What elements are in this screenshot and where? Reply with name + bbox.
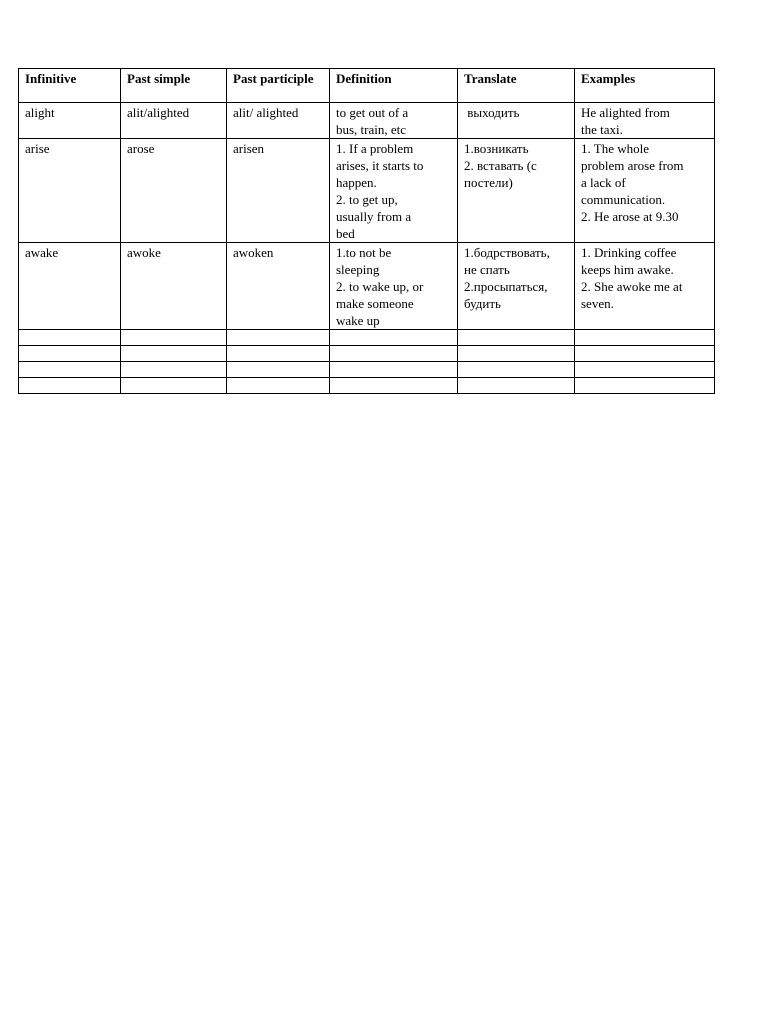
empty-cell (227, 362, 330, 378)
empty-cell (227, 346, 330, 362)
example-line: 1. Drinking coffee (581, 245, 677, 260)
header-definition: Definition (330, 69, 458, 103)
cell-examples (575, 103, 715, 139)
empty-cell (458, 378, 575, 394)
translate-line: выходить (464, 105, 520, 120)
cell-examples (575, 243, 715, 330)
empty-cell (330, 330, 458, 346)
cell-definition (330, 243, 458, 330)
empty-cell (575, 346, 715, 362)
translate-line: не спать (464, 262, 510, 277)
translate-line: 2. вставать (с (464, 158, 537, 173)
empty-cell (458, 362, 575, 378)
header-infinitive: Infinitive (19, 69, 121, 103)
empty-cell (227, 378, 330, 394)
cell-past-participle: arisen (227, 139, 330, 243)
definition-line: 1. If a problem (336, 141, 414, 156)
empty-cell (330, 346, 458, 362)
cell-past-participle: awoken (227, 243, 330, 330)
empty-cell (330, 378, 458, 394)
cell-past-simple: arose (121, 139, 227, 243)
example-line: 2. She awoke me at (581, 279, 683, 294)
empty-table-row (19, 330, 715, 346)
cell-definition (330, 103, 458, 139)
translate-line: 2.просыпаться, (464, 279, 548, 294)
cell-definition (330, 139, 458, 243)
definition-line: 2. to wake up, or (336, 279, 424, 294)
translate-line: 1.бодрствовать, (464, 245, 550, 260)
example-line: problem arose from (581, 158, 684, 173)
cell-translate (458, 103, 575, 139)
empty-cell (575, 378, 715, 394)
cell-translate (458, 243, 575, 330)
empty-cell (19, 362, 121, 378)
table-row (19, 139, 715, 243)
empty-cell (19, 378, 121, 394)
cell-examples (575, 139, 715, 243)
cell-infinitive: awake (19, 243, 121, 330)
example-line: the taxi. (581, 122, 623, 137)
cell-past-participle: alit/ alighted (227, 103, 330, 139)
cell-past-simple: alit/alighted (121, 103, 227, 139)
table-row (19, 243, 715, 330)
definition-line: sleeping (336, 262, 380, 277)
header-examples: Examples (575, 69, 715, 103)
empty-cell (121, 346, 227, 362)
example-line: 2. He arose at 9.30 (581, 209, 679, 224)
header-past-simple: Past simple (121, 69, 227, 103)
empty-cell (575, 362, 715, 378)
example-line: seven. (581, 296, 614, 311)
definition-line: arises, it starts to (336, 158, 424, 173)
empty-cell (575, 330, 715, 346)
example-line: 1. The whole (581, 141, 649, 156)
empty-cell (458, 330, 575, 346)
cell-translate (458, 139, 575, 243)
table-header-row (19, 69, 715, 103)
cell-infinitive: alight (19, 103, 121, 139)
empty-table-row (19, 378, 715, 394)
empty-table-row (19, 346, 715, 362)
definition-line: happen. (336, 175, 377, 190)
irregular-verbs-table (18, 68, 715, 394)
header-translate: Translate (458, 69, 575, 103)
empty-cell (458, 346, 575, 362)
definition-line: 1.to not be (336, 245, 392, 260)
example-line: a lack of (581, 175, 626, 190)
empty-cell (121, 330, 227, 346)
translate-line: 1.возникать (464, 141, 529, 156)
example-line: keeps him awake. (581, 262, 674, 277)
definition-line: wake up (336, 313, 380, 328)
translate-line: будить (464, 296, 501, 311)
empty-cell (19, 330, 121, 346)
example-line: communication. (581, 192, 666, 207)
table-row (19, 103, 715, 139)
definition-line: make someone (336, 296, 414, 311)
definition-line: bus, train, etc (336, 122, 407, 137)
empty-cell (330, 362, 458, 378)
empty-table-row (19, 362, 715, 378)
definition-line: bed (336, 226, 355, 241)
empty-cell (19, 346, 121, 362)
empty-cell (227, 330, 330, 346)
translate-line: постели) (464, 175, 513, 190)
cell-infinitive: arise (19, 139, 121, 243)
definition-line: usually from a (336, 209, 412, 224)
empty-cell (121, 378, 227, 394)
example-line: He alighted from (581, 105, 670, 120)
definition-line: to get out of a (336, 105, 409, 120)
definition-line: 2. to get up, (336, 192, 398, 207)
empty-cell (121, 362, 227, 378)
header-past-participle: Past participle (227, 69, 330, 103)
cell-past-simple: awoke (121, 243, 227, 330)
